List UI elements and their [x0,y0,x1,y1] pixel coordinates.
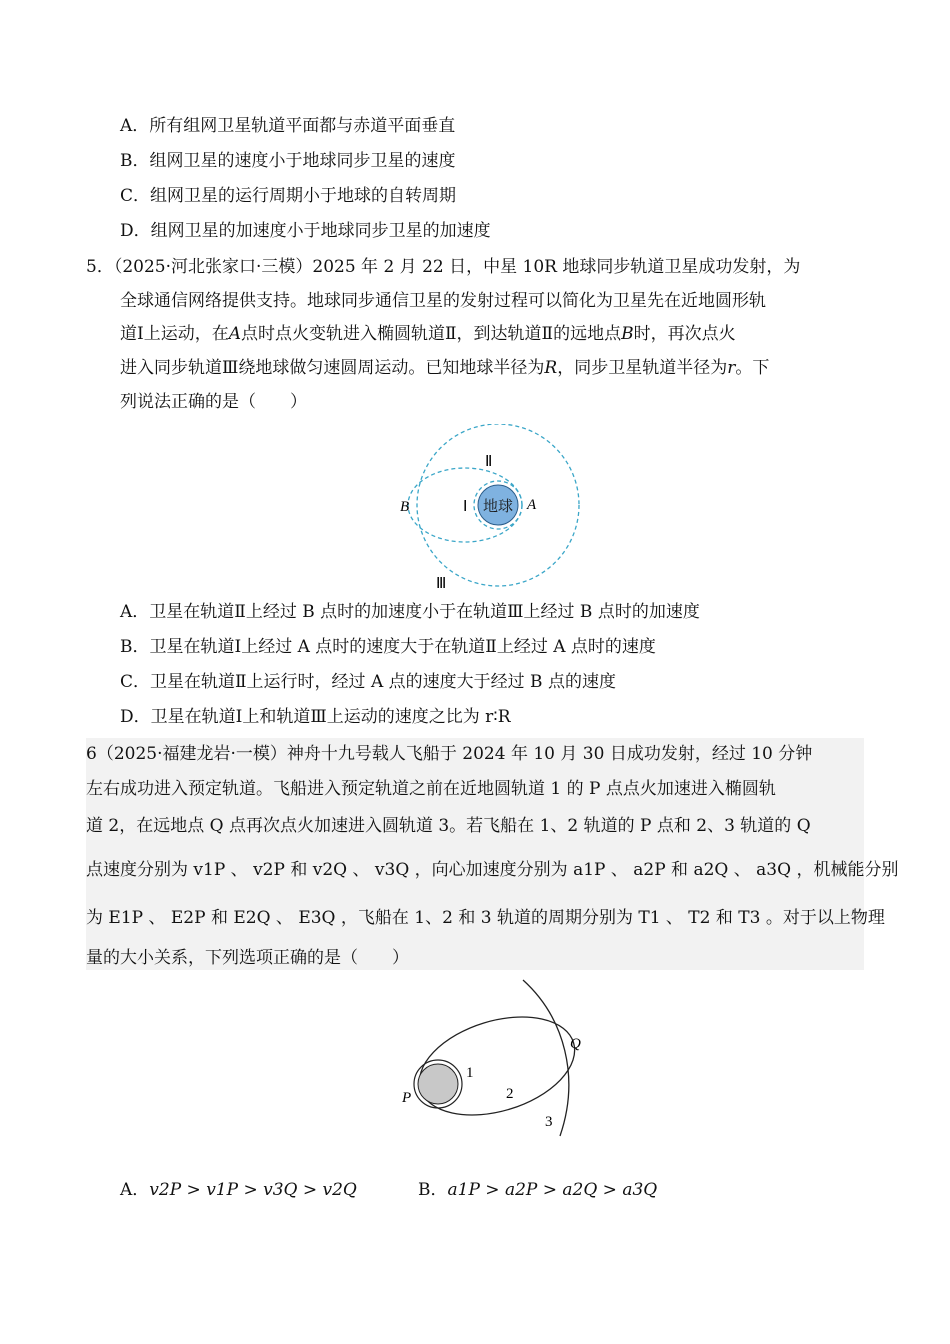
q5-var-r-lower: r [727,358,736,378]
q5-text: 时，再次点火 [633,324,736,344]
label-orbit-2: 2 [506,1086,514,1102]
q6-option-a-formula: v2P > v1P > v3Q > v2Q [149,1180,357,1200]
q5-text: 进入同步轨道Ⅲ绕地球做匀速圆周运动。已知地球半径为 [120,358,545,378]
q6-stem-line2: 左右成功进入预定轨道。飞船进入预定轨道之前在近地圆轨道 1 的 P 点点火加速进入椭圆轨 [86,779,776,799]
q5-text: 。下 [735,358,770,378]
label-point-q: Q [570,1036,581,1052]
q6-highlight [86,738,864,970]
option-label: A． [120,1180,150,1200]
q6-stem-line3: 道 2，在远地点 Q 点再次点火加速进入圆轨道 3。若飞船在 1、2 轨道的 P 点和 2、3 轨道的 Q [86,816,811,836]
q6-orbit-diagram [395,978,595,1138]
q6-stem-line4: 点速度分别为 v1P 、 v2P 和 v2Q 、 v3Q ，向心加速度分别为 a1P 、 a2P 和 a2Q 、 a3Q ，机械能分别 [86,860,899,880]
earth [418,1064,458,1104]
q5-option-a: A．卫星在轨道Ⅱ上经过 B 点时的加速度小于在轨道Ⅲ上经过 B 点时的加速度 [120,602,700,622]
q5-var-r-upper: R [544,358,558,378]
q5-stem-line3 [120,322,736,346]
q4-option-b: B．组网卫星的速度小于地球同步卫星的速度 [120,151,456,171]
q5-stem-line1: 5．（2025·河北张家口·三模）2025 年 2 月 22 日，中星 10R 地球同步轨道卫星成功发射，为 [86,257,801,277]
q5-option-b: B．卫星在轨道Ⅰ上经过 A 点时的速度大于在轨道Ⅱ上经过 A 点时的速度 [120,637,656,657]
q5-var-b: B [621,324,634,344]
q5-text: 点时点火变轨进入椭圆轨道Ⅱ，到达轨道Ⅱ的远地点 [241,324,622,344]
q5-text: ，同步卫星轨道半径为 [557,358,728,378]
q5-stem-line5: 列说法正确的是（ ） [120,392,307,412]
label-point-b: B [400,499,410,515]
label-orbit-1: 1 [466,1065,474,1081]
q4-option-c: C．组网卫星的运行周期小于地球的自转周期 [120,186,457,206]
q6-stem-line5: 为 E1P 、 E2P 和 E2Q 、 E3Q ，飞船在 1、2 和 3 轨道的周期分别为 T1 、 T2 和 T3 。对于以上物理 [86,908,885,928]
q5-var-a: A [228,324,241,344]
label-orbit-i: Ⅰ [463,499,468,515]
orbit-3 [523,980,569,1136]
label-orbit-iii: Ⅲ [436,576,447,592]
q4-option-a: A．所有组网卫星轨道平面都与赤道平面垂直 [120,116,456,136]
option-label: B． [418,1180,448,1200]
q6-option-b-formula: a1P > a2P > a2Q > a3Q [447,1180,658,1200]
label-point-p: P [402,1090,412,1106]
q5-stem-line4 [120,356,769,380]
q5-text: 道Ⅰ上运动，在 [120,324,229,344]
q5-orbit-diagram [390,424,590,596]
q6-option-b [418,1178,657,1202]
earth-label: 地球 [482,497,514,515]
label-orbit-3: 3 [545,1114,553,1130]
q5-option-d: D．卫星在轨道Ⅰ上和轨道Ⅲ上运动的速度之比为 r∶R [120,707,511,727]
label-point-a: A [527,497,537,513]
q4-option-d: D．组网卫星的加速度小于地球同步卫星的加速度 [120,221,491,241]
label-orbit-ii: Ⅱ [485,454,493,470]
q6-stem-line6: 量的大小关系，下列选项正确的是（ ） [86,948,409,968]
q5-stem-line2: 全球通信网络提供支持。地球同步通信卫星的发射过程可以简化为卫星先在近地圆形轨 [120,291,766,311]
q6-option-a [120,1178,357,1202]
q5-option-c: C．卫星在轨道Ⅱ上运行时，经过 A 点的速度大于经过 B 点的速度 [120,672,616,692]
q6-stem-line1: 6（2025·福建龙岩·一模）神舟十九号载人飞船于 2024 年 10 月 30 日成功发射，经过 10 分钟 [86,744,813,764]
